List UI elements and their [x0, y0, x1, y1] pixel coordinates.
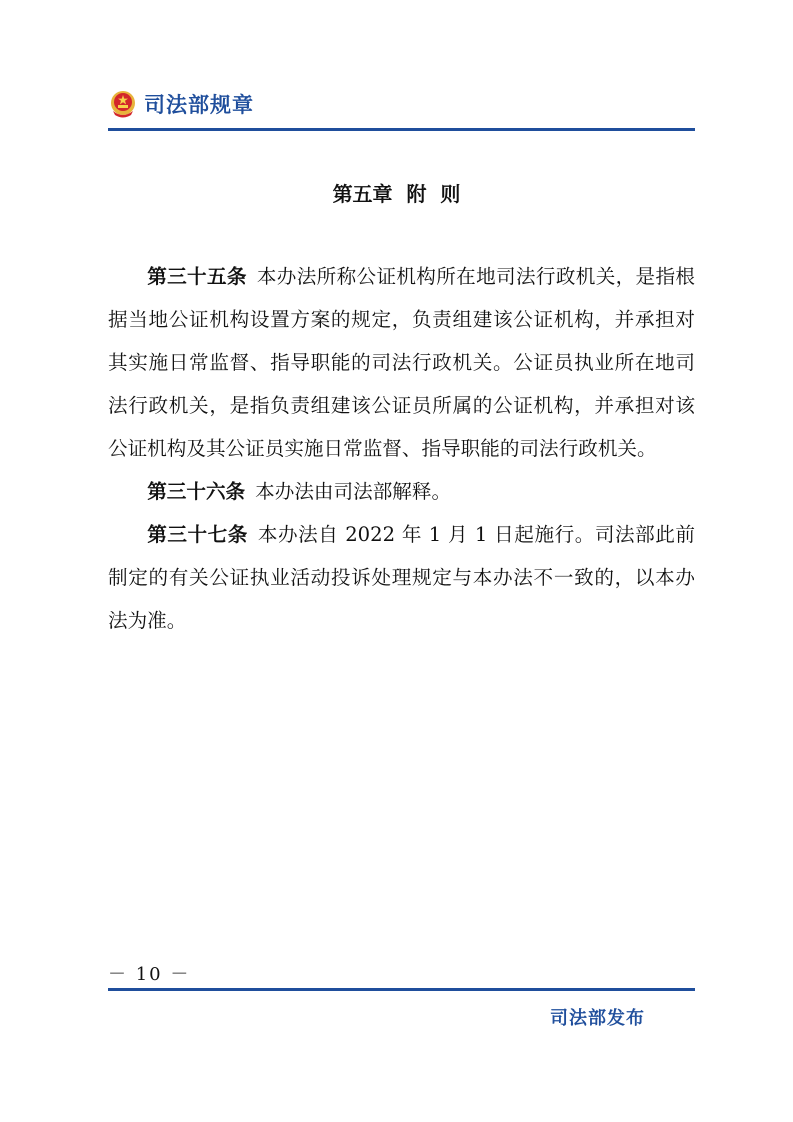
- header-title: 司法部规章: [144, 93, 254, 117]
- article-label: 第三十五条: [147, 265, 247, 288]
- footer-divider: [108, 988, 695, 991]
- footer-publisher: 司法部发布: [550, 1008, 645, 1029]
- article-label: 第三十七条: [147, 523, 248, 546]
- article-text: 本办法所称公证机构所在地司法行政机关，是指根据当地公证机构设置方案的规定，负责组建该公证机构，并承担对其实施日常监督、指导职能的司法行政机关。公证员执业所在地司法行政机关，是指负责组建该公证员所属的公证机构，并承担对该公证机构及其公证员实施日常监督、指导职能的司法行政机关。: [108, 265, 696, 460]
- article-37: [108, 513, 695, 642]
- article-label: 第三十六条: [147, 480, 246, 503]
- article-36: [108, 470, 695, 513]
- article-35: [108, 255, 695, 470]
- page-header: [108, 86, 254, 122]
- national-emblem-icon: [108, 89, 138, 119]
- article-text: 本办法自 2022 年 1 月 1 日起施行。司法部此前制定的有关公证执业活动投诉处理规定与本办法不一致的，以本办法为准。: [108, 523, 696, 632]
- article-text: 本办法由司法部解释。: [255, 480, 452, 503]
- chapter-title: 第五章 附 则: [332, 182, 461, 206]
- page-number: － 10 －: [108, 964, 191, 985]
- header-divider: [108, 128, 695, 131]
- article-list: [108, 255, 695, 642]
